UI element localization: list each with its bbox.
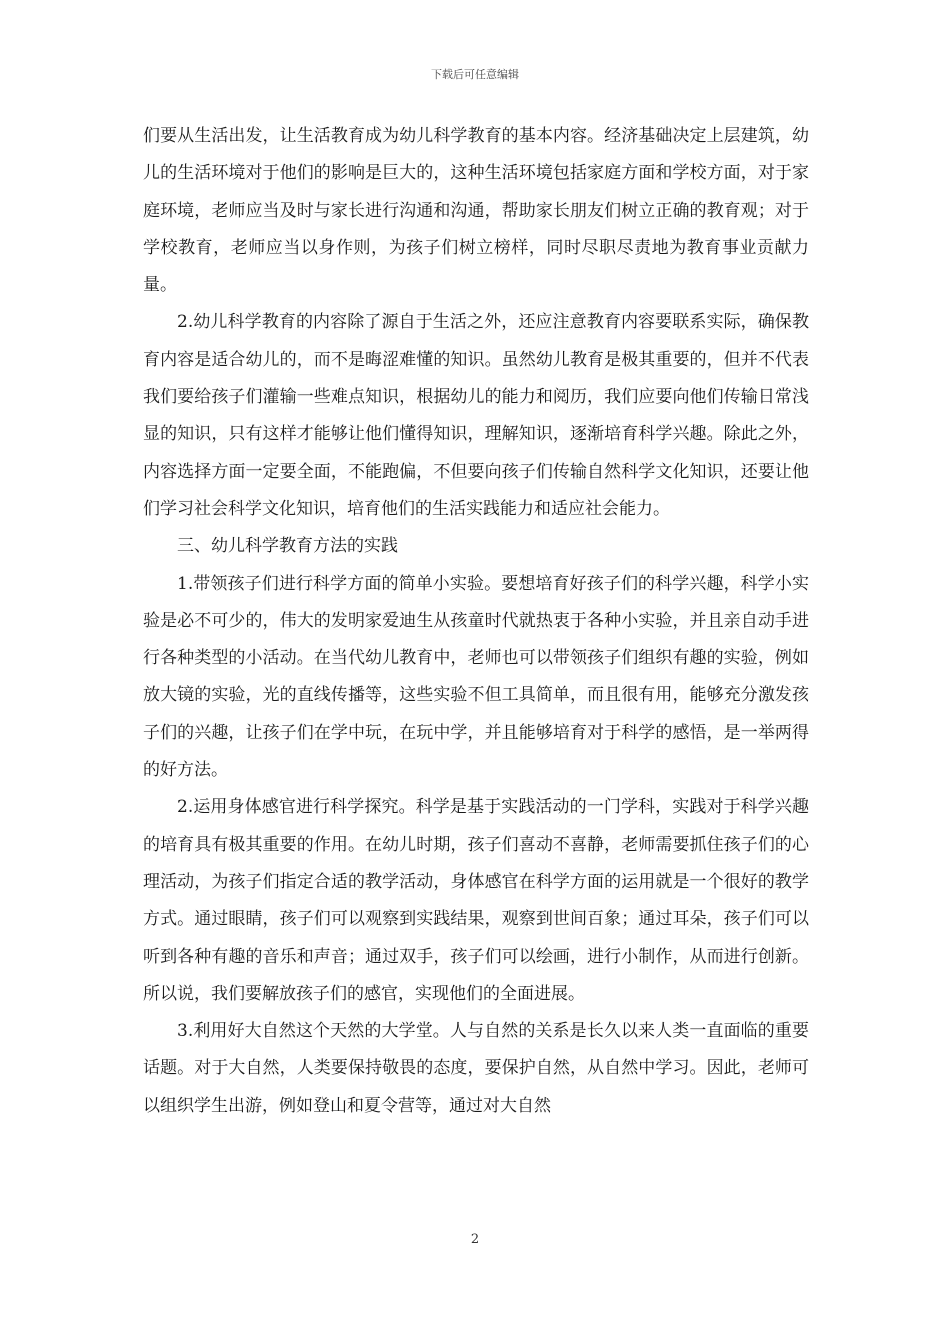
paragraph: 1.带领孩子们进行科学方面的简单小实验。要想培育好孩子们的科学兴趣，科学小实验是必不可少的，伟大的发明家爱迪生从孩童时代就热衷于各种小实验，并且亲自动手进行各种类型的小活动。在当代幼儿教育中，老师也可以带领孩子们组织有趣的实验，例如放大镜的实验，光的直线传播等，这些实验不但工具简单，而且很有用，能够充分激发孩子们的兴趣，让孩子们在学中玩，在玩中学，并且能够培育对于科学的感悟，是一举两得的好方法。 — [143, 573, 809, 781]
paragraph: 2.幼儿科学教育的内容除了源自于生活之外，还应注意教育内容要联系实际，确保教育内容是适合幼儿的，而不是晦涩难懂的知识。虽然幼儿教育是极其重要的，但并不代表我们要给孩子们灌输一些难点知识，根据幼儿的能力和阅历，我们应要向他们传输日常浅显的知识，只有这样才能够让他们懂得知识，理解知识，逐渐培育科学兴趣。除此之外，内容选择方面一定要全面，不能跑偏，不但要向孩子们传输自然科学文化知识，还要让他们学习社会科学文化知识，培育他们的生活实践能力和适应社会能力。 — [143, 312, 809, 519]
page-header: 下载后可任意编辑 — [431, 68, 519, 81]
paragraph: 2.运用身体感官进行科学探究。科学是基于实践活动的一门学科，实践对于科学兴趣的培育具有极其重要的作用。在幼儿时期，孩子们喜动不喜静，老师需要抓住孩子们的心理活动，为孩子们指定合适的教学活动，身体感官在科学方面的运用就是一个很好的教学方式。通过眼睛，孩子们可以观察到实践结果，观察到世间百象；通过耳朵，孩子们可以听到各种有趣的音乐和声音；通过双手，孩子们可以绘画，进行小制作，从而进行创新。所以说，我们要解放孩子们的感官，实现他们的全面进展。 — [143, 797, 809, 1004]
document-body — [143, 118, 809, 1125]
paragraph: 3.利用好大自然这个天然的大学堂。人与自然的关系是长久以来人类一直面临的重要话题。对于大自然，人类要保持敬畏的态度，要保护自然，从自然中学习。因此，老师可以组织学生出游，例如登山和夏令营等，通过对大自然 — [143, 1021, 809, 1116]
section-heading: 三、幼儿科学教育方法的实践 — [177, 536, 398, 557]
paragraph: 们要从生活出发，让生活教育成为幼儿科学教育的基本内容。经济基础决定上层建筑，幼儿的生活环境对于他们的影响是巨大的，这种生活环境包括家庭方面和学校方面，对于家庭环境，老师应当及时与家长进行沟通和沟通，帮助家长朋友们树立正确的教育观；对于学校教育，老师应当以身作则，为孩子们树立榜样，同时尽职尽责地为教育事业贡献力量。 — [143, 126, 809, 296]
page-number: 2 — [470, 1232, 480, 1247]
